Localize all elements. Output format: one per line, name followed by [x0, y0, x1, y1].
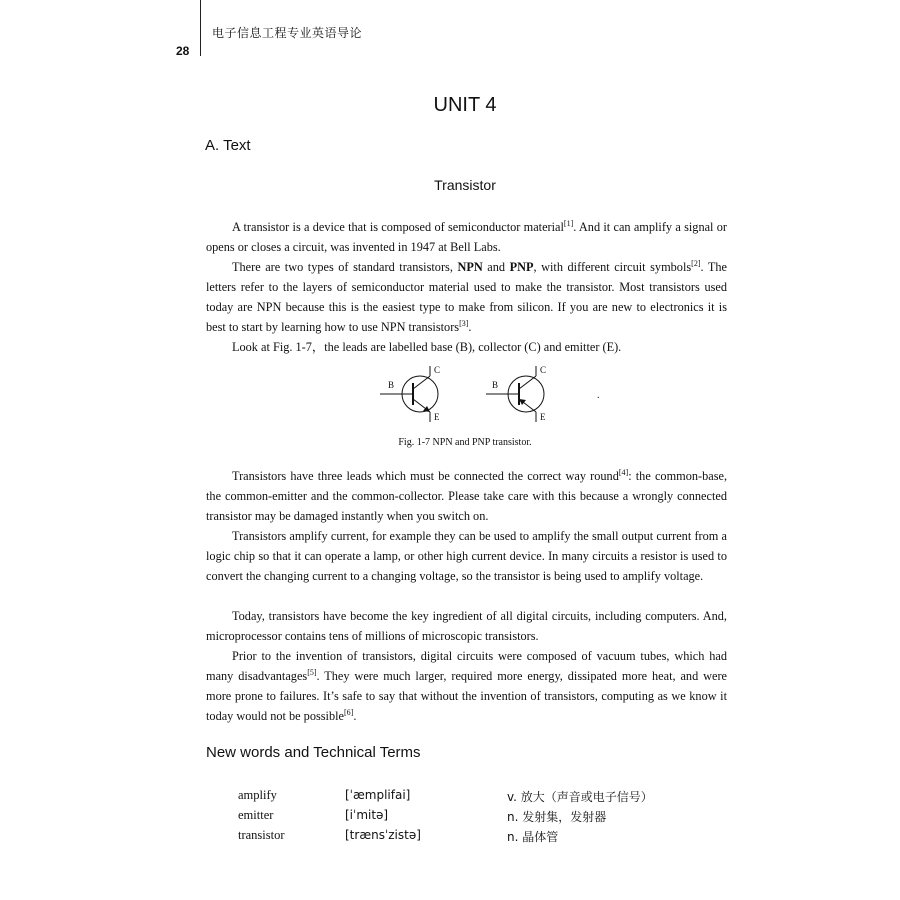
paragraph-5: Transistors amplify current, for example they can be used to amplify the small output current from a logic chip so that it can operate a lamp, or other high current device. In many circuits a resistor is used to convert the changing current to a changing voltage, so the transistor is being used to amplify voltage.	[206, 529, 727, 583]
pnp-base-label: B	[492, 380, 499, 390]
npn-base-label: B	[388, 380, 395, 390]
npn-transistor-symbol	[380, 365, 440, 422]
footnote-ref: [1]	[563, 218, 574, 228]
paragraph-2: There are two types of standard transistors, NPN and PNP, with different circuit symbols[2]. The letters refer to the layers of semiconductor material used to make the transistor. Most transistors used today are NPN because this is the easiest type to make from silicon. If you are new to electronics it is best to start by learning how to use NPN transistors[3].	[206, 258, 728, 334]
paragraph-6: Today, transistors have become the key ingredient of all digital circuits, including computers. And, microprocessor contains tens of millions of microscopic transistors.	[206, 609, 727, 643]
vocabulary-entry	[0, 788, 900, 808]
section-heading: A. Text	[205, 137, 251, 154]
pnp-emitter-label: E	[540, 412, 546, 422]
vocab-definition: v. 放大（声音或电子信号）	[507, 790, 653, 804]
footnote-ref: [3]	[459, 318, 469, 328]
paragraph-4: Transistors have three leads which must be connected the correct way round[4]: the common-base, the common-emitter and the common-collector. Please take care with this because a wrongly connected transistor may be damaged instantly when you switch on.	[206, 467, 728, 523]
unit-title: UNIT 4	[433, 94, 497, 116]
footnote-ref: [4]	[618, 467, 629, 477]
stray-mark: .	[597, 390, 600, 401]
pnp-transistor-symbol	[486, 365, 546, 422]
vocab-word: emitter	[238, 808, 274, 822]
book-title: 电子信息工程专业英语导论	[212, 26, 363, 40]
paragraph-7: Prior to the invention of transistors, digital circuits were composed of vacuum tubes, which had many disadvantages[5]. They were much larger, required more energy, dissipated more heat, and were more prone to failures. It’s safe to say that without the invention of transistors, computing as we know it today would not be possible[6].	[206, 649, 727, 723]
vocab-phonetic: [trænsˈzistə]	[345, 828, 421, 842]
vocab-definition: n. 发射集，发射器	[507, 810, 607, 824]
vocabulary-entry	[0, 828, 900, 848]
vocab-phonetic: [iˈmitə]	[345, 808, 389, 822]
vocab-phonetic: [ˈæmplifai]	[345, 788, 411, 802]
footnote-ref: [5]	[307, 667, 317, 677]
header-divider	[200, 0, 201, 56]
npn-emitter-label: E	[434, 412, 440, 422]
pnp-collector-label: C	[540, 365, 547, 375]
paragraph-1: A transistor is a device that is composed of semiconductor material[1]. And it can amplify a signal or opens or closes a circuit, was invented in 1947 at Bell Labs.	[206, 218, 727, 254]
page-number: 28	[176, 44, 190, 58]
figure-caption: Fig. 1-7 NPN and PNP transistor.	[398, 437, 532, 448]
article-title: Transistor	[434, 177, 496, 193]
footnote-ref: [6]	[344, 707, 354, 717]
footnote-ref: [2]	[691, 258, 701, 268]
vocabulary-entry	[0, 808, 900, 828]
paragraph-3: Look at Fig. 1-7，the leads are labelled base (B), collector (C) and emitter (E).	[232, 340, 622, 354]
transistor-symbols-figure	[380, 362, 560, 424]
vocab-word: amplify	[238, 788, 277, 802]
npn-collector-label: C	[434, 365, 441, 375]
vocab-word: transistor	[238, 828, 285, 842]
vocab-definition: n. 晶体管	[507, 830, 559, 844]
vocabulary-heading: New words and Technical Terms	[206, 744, 421, 761]
